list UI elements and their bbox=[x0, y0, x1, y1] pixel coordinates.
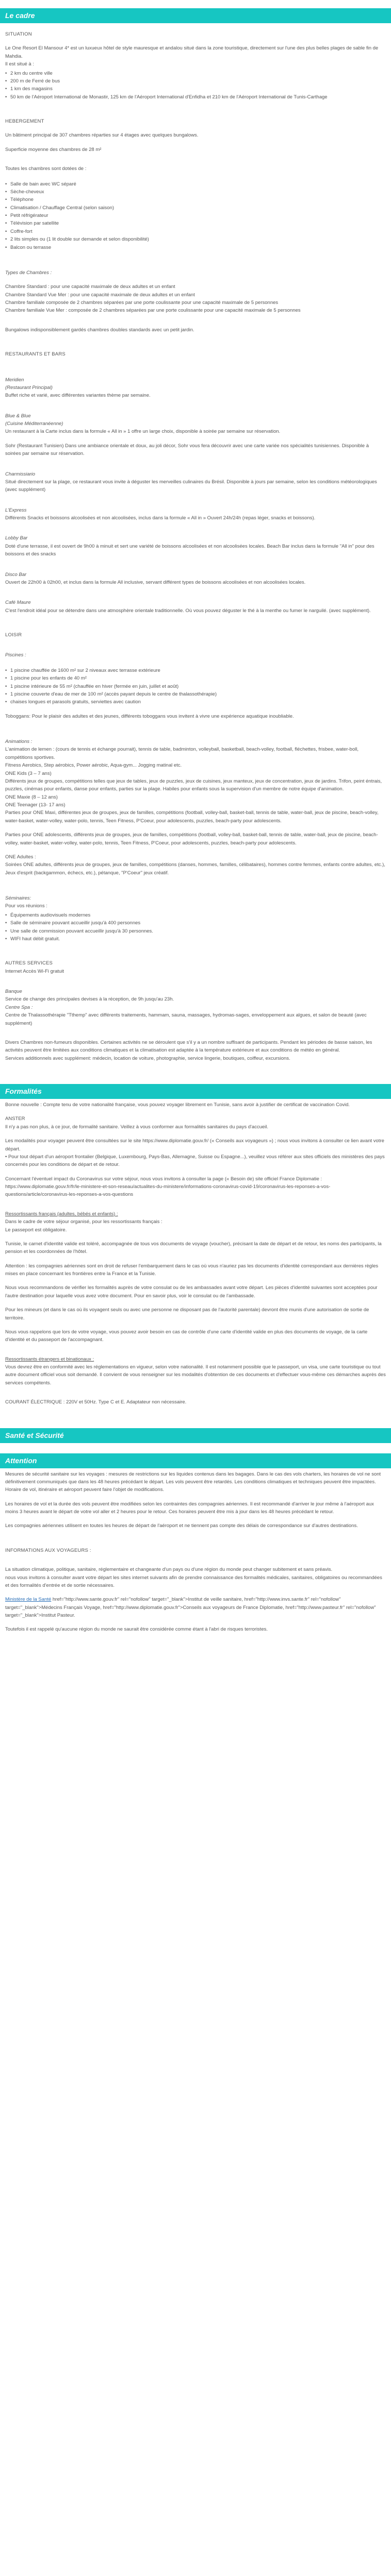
seminaires-list bbox=[5, 911, 386, 943]
cadre-section bbox=[0, 23, 391, 1063]
section-header-sante: Santé et Sécurité bbox=[0, 1428, 391, 1443]
resto-block bbox=[5, 412, 386, 436]
list-item: • Une salle de commission pouvant accueillir jusqu'à 30 personnes. bbox=[5, 927, 386, 935]
situation-list bbox=[5, 70, 386, 101]
list-item: • Coffre-fort bbox=[5, 228, 386, 235]
section-header-cadre: Le cadre bbox=[0, 8, 391, 23]
resto-text: Sohr (Restaurant Tunisien) Dans une ambiance orientale et doux, au joli décor, Sohr vous fera découvrir avec une carte variée nos spécialités tunisiennes. Disponible à soirées par semaine sur réservation. bbox=[5, 443, 369, 457]
resto-text: Ouvert de 22h00 à 02h00, et inclus dans la formule All inclusive, servant différent types de boissons alcoolisées et non alcoolisées locales. bbox=[5, 579, 306, 585]
pour-info-text: • Pour tout départ d'un aéroport frontalier (Belgique, Luxembourg, Pays-Bas, Allemagne, Suisse ou Espagne...), veuillez vous référer aux sites officiels des ministères des pays concernés pour les conditions de départ et de retour. bbox=[5, 1154, 385, 1168]
list-item: • 1 piscine intérieure de 55 m² (chauffée en hiver (fermée en juin, juillet et août) bbox=[5, 683, 386, 690]
attention-item: Les compagnies aériennes utilisent en toutes les heures de départ de l'aéroport et ne tiennent pas compte des délais de correspondance sur d'autres destinations. bbox=[5, 1523, 358, 1529]
resto-name: Charmissiario bbox=[5, 471, 36, 477]
seminaires-text: Pour vos réunions : bbox=[5, 903, 47, 909]
formalites-intro: Bonne nouvelle : Compte tenu de votre nationalité française, vous pouvez voyager librement en Tunisie, sans avoir à justifier de certificat de vaccination Covid. bbox=[5, 1102, 350, 1108]
seminaires-title: Séminaires: bbox=[5, 895, 31, 901]
equip-intro: Toutes les chambres sont dotées de : bbox=[5, 166, 87, 172]
footnote-text: Toutefois il est rappelé qu'aucune région du monde ne saurait être considérée comme étant à l'abri de risques terroristes. bbox=[5, 1626, 268, 1633]
resto-name: Lobby Bar bbox=[5, 535, 28, 541]
resto-block bbox=[5, 376, 386, 400]
resto-title: RESTAURANTS ET BARS bbox=[5, 351, 66, 358]
banque-title: Banque bbox=[5, 989, 22, 994]
hebergement-title: HEBERGEMENT bbox=[5, 118, 44, 124]
situation-intro: Il est situé à : bbox=[5, 61, 34, 67]
animations-title: Animations : bbox=[5, 739, 32, 744]
ressort-text: Dans le cadre de votre séjour organisé, pour les ressortissants français : bbox=[5, 1219, 162, 1225]
resto-text: C'est l'endroit idéal pour se détendre dans une atmosphère orientale traditionnelle. Où vous pouvez déguster le thé à la menthe ou fumer le narguilé. (avec supplément). bbox=[5, 607, 371, 614]
list-item: • Télévision par satellite bbox=[5, 219, 386, 227]
list-item: • 2 lits simples ou (1 lit double sur demande et selon disponibilité) bbox=[5, 235, 386, 243]
bungalows-text: Bungalows indisponsiblement gardés chambres doubles standards avec un petit jardin. bbox=[5, 327, 194, 333]
oneadults-text: Soirées ONE adultes, différents jeux de groupes, jeux de familles, compétitions (danses, hommes, familles, célibataires), hommes contre femmes, enfants contre adultes, etc.), Jeux d'esprit (backgammon, échecs, etc.), pétanque, "P'Coeur" jeux créatif. bbox=[5, 862, 385, 876]
resto-name: L'Express bbox=[5, 507, 27, 513]
situation-text: Le One Resort El Mansour 4* est un luxueux hôtel de style mauresque et andalou situé dans la zone touristique, directement sur l'une des plus belles plages de sable fin de Mahdia. bbox=[5, 45, 379, 59]
situation-title: SITUATION bbox=[5, 31, 32, 37]
resto-name: Meridien bbox=[5, 377, 24, 383]
spa-title: Centre Spa : bbox=[5, 1004, 33, 1010]
attention-item: Les horaires de vol et la durée des vols peuvent être modifiées selon les contraintes des compagnies aériennes. Il est recommandé d'arriver le jour même à l'aéroport aux moins 3 heures avant le départ de votre vol aller et 2 heures pour le retour. Ces horaires peuvent être mis à jour dans les 48 heures précédant le retour. bbox=[5, 1501, 374, 1515]
resto-block bbox=[5, 534, 386, 558]
ressort-title: Ressortissants français (adultes, bébés et enfants) : bbox=[5, 1211, 118, 1217]
attention-item: Mesures de sécurité sanitaire sur les voyages : mesures de restrictions sur les liquides contenus dans les bagages. Dans le cas des vols charters, les horaires de vol ne sont définitivement communiqués que dans les 48 heures précédant le départ. Les vols peuvent être retardés. Les conditions climatiques et techniques peuvent être impactées. Horaire de vol, itinéraire et aéroport peuvent faire l'objet de modifications. bbox=[5, 1471, 381, 1493]
onekids-text: Différents jeux de groupes, compétitions telles que jeux de tables, jeux de puzzles, jeux de cuisines, jeux manteux, jeux de concentration, jeux de jardins. Trifon, peint éntrais, puzzles, cinémas pour enfants, danse pour enfants, parties sur la plage. Habiles pour enfants sous la supervision d'un membre de notre équipe d'animation. bbox=[5, 778, 382, 792]
resto-block bbox=[5, 506, 386, 522]
banque-text: Service de change des principales devises à la réception, de 9h jusqu'au 23h. bbox=[5, 996, 174, 1003]
loisir-title: LOISIR bbox=[5, 632, 22, 638]
types-item: Chambre familiale composée de 2 chambres séparées par une porte coulissante pour une capacité maximale de 5 personnes bbox=[5, 300, 279, 306]
autres-title: AUTRES SERVICES bbox=[5, 960, 53, 967]
resto-name: Disco Bar bbox=[5, 571, 27, 578]
list-item: • 2 km du centre ville bbox=[5, 70, 386, 77]
formalites-text: Les modalités pour voyager peuvent être consultées sur le site https://www.diplomatie.gouv.fr/ (« Conseils aux voyageurs ») ; nous vous invitons à consulter ce lien avant votre départ. bbox=[5, 1138, 384, 1152]
covid-text: Concernant l'éventuel impact du Coronavirus sur votre séjour, nous vous invitons à consulter la page (« Besoin de) site officiel France Diplomatie : https://www.diplomatie.gouv.fr/fr/le-ministere-et-son-reseau/actualites-du-ministere/informations-coronavirus-covid-19/coronavirus-les-reponses-a-vos-questions/article/coronavirus-les-reponses-a-vos-questions bbox=[5, 1176, 331, 1198]
teens-text: Parties pour ONE adolescents, différents jeux de groupes, jeux de familles, compétitions (football, volley-ball, basket-ball, tennis de table, water-ball, jeux de piscine, beach-volley, water-basket, water-volley, water-polo, tennis, Teen Fitness, P'Coeur, pour adolescents, puzzles, beach-party pour adolescents. bbox=[5, 832, 378, 846]
spa-text: Centre de Thalassothérapie "Tthemp" avec différents traitements, hammam, sauna, massages, hydromas-sages, enveloppement aux algues, et salon de beauté (avec supplément) bbox=[5, 1012, 367, 1026]
formalites-section bbox=[0, 1099, 391, 1408]
list-item: • 1 piscine pour les enfants de 40 m² bbox=[5, 674, 386, 682]
info-text: La situation climatique, politique, sanitaire, réglementaire et changeante d'un pays ou d'une région du monde peut changer subitement et sans préavis. bbox=[5, 1567, 333, 1573]
anster-text: Il n'y a pas non plus, à ce jour, de formalité sanitaire. Veillez à vous conformer aux formalités sanitaires du pays d'accueil. bbox=[5, 1124, 269, 1130]
list-item: • 1 piscine couverte d'eau de mer de 100 m² (accès payant depuis le centre de thalassothérapie) bbox=[5, 690, 386, 698]
list-item: • Salle de séminaire pouvant accueillir jusqu'à 400 personnes bbox=[5, 919, 386, 927]
list-item: • WIFI haut débit gratuit. bbox=[5, 935, 386, 943]
list-item: • Climatisation / Chauffage Central (selon saison) bbox=[5, 204, 386, 212]
list-item: • chaises longues et parasols gratuits, serviettes avec caution bbox=[5, 698, 386, 706]
resto-block bbox=[5, 442, 386, 458]
oneadults-title: ONE Adultes : bbox=[5, 854, 36, 860]
animations-text: L'animation de lemen : (cours de tennis et échange pourrait), tennis de table, badminton, volleyball, basketball, beach-volley, football, fléchettes, frisbee, water-boll, compétitions sportives. bbox=[5, 747, 359, 760]
ministere-links bbox=[5, 1596, 386, 1619]
resto-text: Buffet riche et varié, avec différentes variantes thème par semaine. bbox=[5, 393, 151, 399]
resto-block bbox=[5, 470, 386, 494]
ministere-links-text: href="http://www.sante.gouv.fr" rel="nofollow" target="_blank">Institut de veille sanitaire, href="http://www.invs.sante.fr" rel="nofollow" target="_blank">Médecins Français Voyage, href="http://www.diplomatie.gouv.fr">Conseils aux voyageurs de France Diplomatie, href="http://www.pasteur.fr" rel="nofollow" target="_blank">Institut Pasteur. bbox=[5, 1597, 376, 1618]
ressort-item: Le passeport est obligatoire. bbox=[5, 1227, 67, 1233]
info-title: INFORMATIONS AUX VOYAGEURS : bbox=[5, 1547, 91, 1553]
resto-block bbox=[5, 599, 386, 615]
onemaxi-text: Parties pour ONE Maxi, différentes jeux de groupes, jeux de familles, compétitions (football, volley-ball, basket-ball, tennis de table, water-ball, jeux de piscine, beach-volley, water-basket, water-volley, water-polo, tennis, Teen Fitness, P'Coeur, pour adolescents, puzzles, beach-party pour adolescents. bbox=[5, 810, 379, 824]
resto-text: Doté d'une terrasse, il est ouvert de 9h00 à minuit et sert une variété de boissons alcoolisées et non alcoolisées locales. Beach Bar inclus dans la formule "All in" pour des boissons et des snacks bbox=[5, 543, 374, 557]
hebergement-text: Un bâtiment principal de 307 chambres réparties sur 4 étages avec quelques bungalows. bbox=[5, 132, 199, 139]
list-item: • 50 km de l'Aéroport International de Monastir, 125 km de l'Aéroport International d'Enfidha et 210 km de l'Aéroport International de Tunis-Carthage bbox=[5, 93, 386, 101]
list-item: • Téléphone bbox=[5, 196, 386, 204]
types-item: Chambre familiale Vue Mer : composée de 2 chambres séparées par une porte coulissante pour une capacité maximale de 5 personnes bbox=[5, 308, 301, 314]
resto-text: Situé directement sur la plage, ce restaurant vous invite à déguster les merveilles culinaires du Brésil. Disponible à jours par semaine, selon les conditions météorologiques (avec supplément) bbox=[5, 479, 377, 493]
ministere-link[interactable]: Ministère de la Santé bbox=[5, 1597, 52, 1603]
toboggans-text: Toboggans: Pour le plaisir des adultes et des jeunes, différents toboggans vous invitent à vivre une expérience aquatique inoubliable. bbox=[5, 713, 294, 719]
equip-list bbox=[5, 180, 386, 251]
onekids-title: ONE Kids (3 – 7 ans) bbox=[5, 770, 52, 776]
list-item: • Petit réfrigérateur bbox=[5, 212, 386, 219]
onemaxi-title: ONE Maxie (8 – 12 ans) bbox=[5, 794, 58, 800]
tunisie-text: Tunisie, le carnet d'identité valide est toléré, accompagnée de tous vos documents de voyage (voucher), précisant la date de départ et de retour, les noms des participants, la pension et les coordonnées de l'hôtel. bbox=[5, 1241, 382, 1255]
resto-name: Blue & Blue bbox=[5, 413, 31, 419]
section-header-attention: Attention bbox=[0, 1453, 391, 1468]
oneteen-title: ONE Teenager (13- 17 ans) bbox=[5, 802, 66, 808]
section-header-formalites: Formalités bbox=[0, 1084, 391, 1099]
fitness-text: Fitness Aerobics, Step aérobics, Power aérobic, Aqua-gym... Jogging matinal etc. bbox=[5, 762, 182, 769]
list-item: • 1 piscine chauffée de 1600 m² sur 2 niveaux avec terrasse extérieure bbox=[5, 667, 386, 674]
list-item: • Salle de bain avec WC séparé bbox=[5, 180, 386, 188]
attention-text: Attention : les compagnies aériennes sont en droit de refuser l'embarquement dans le cas où vous n'auriez pas les documents d'identité correspondant aux dernières règles mises en place concernant les frontières entre la France et la Tunisie. bbox=[5, 1263, 379, 1277]
resto-sub: (Cuisine Méditerranéenne) bbox=[5, 421, 63, 427]
autres-formalites-text: Nous vous recommandons de vérifier les formalités auprès de votre consulat ou de les ambassades avant votre départ. Les pièces d'identité suivantes sont acceptées pour l'autre destination pour laquelle vous avez votre document. Pour en savoir plus, voir le consulat ou de l'ambassade. bbox=[5, 1285, 378, 1299]
accomp-text: Nous vous rappelons que lors de votre voyage, vous pouvez avoir besoin en cas de contrôle d'une carte d'identité valide en plus des documents de voyage, de la carte d'identité et du passeport de l'accompagnant. bbox=[5, 1329, 368, 1343]
resto-text: Différents Snacks et boissons alcoolisées et non alcoolisées, inclus dans la formule « All in » Ouvert 24h/24h (repas léger, snacks et boissons). bbox=[5, 515, 316, 521]
attention-section bbox=[0, 1468, 391, 1635]
ressort2-title: Ressortissants étrangers et binationaux : bbox=[5, 1356, 94, 1362]
hebergement-surface: Superficie moyenne des chambres de 28 m² bbox=[5, 146, 102, 152]
mineurs-text: Pour les mineurs (et dans le cas où ils voyagent seuls ou avec une personne ne disposant pas de l'autorité parentale) devront être munis d'une autorisation de sortie de territoire. bbox=[5, 1307, 369, 1321]
page bbox=[0, 8, 391, 1635]
autres-text: Internet Accès Wi-Fi gratuit bbox=[5, 968, 64, 974]
list-item: • Équipements audiovisuels modernes bbox=[5, 911, 386, 919]
resto-text: Un restaurant à la Carte inclus dans la formule « All in » 1 offre un large choix, disponible à soirée par semaine sur réservation. bbox=[5, 429, 281, 435]
ressort2-text: Vous devrez être en conformité avec les réglementations en vigueur, selon votre nationalité. Il est notamment possible que le passeport, un visa, une carte touristique ou tout autre document officiel vous soit demandé. Il convient de vous renseigner sur les modalités d'obtention de ces documents et d'effectuer vous-même ces démarches auprès des services compétents. bbox=[5, 1364, 386, 1386]
types-title: Types de Chambres : bbox=[5, 269, 52, 276]
resto-block bbox=[5, 571, 386, 587]
divers-text-2: Services additionnels avec supplément: médecin, location de voiture, photographie, service lingerie, boutiques, coiffeur, excursions. bbox=[5, 1055, 290, 1061]
list-item: • Sèche-cheveux bbox=[5, 188, 386, 196]
list-item: • Balcon ou terrasse bbox=[5, 244, 386, 251]
piscines-title: Piscines : bbox=[5, 652, 26, 658]
list-item: • 1 km des magasins bbox=[5, 85, 386, 93]
types-item: Chambre Standard : pour une capacité maximale de deux adultes et un enfant bbox=[5, 284, 175, 290]
courant-text: COURANT ÉLECTRIQUE : 220V et 50Hz. Type C et E. Adaptateur non nécessaire. bbox=[5, 1399, 187, 1405]
piscines-list bbox=[5, 667, 386, 706]
resto-name: Café Maure bbox=[5, 600, 31, 606]
sante-section bbox=[0, 1443, 391, 1446]
resto-sub: (Restaurant Principal) bbox=[5, 384, 53, 391]
types-item: Chambre Standard Vue Mer : pour une capacité maximale de deux adultes et un enfant bbox=[5, 292, 195, 298]
list-item: • 200 m de Ferré de bus bbox=[5, 77, 386, 85]
anster-title: ANSTER bbox=[5, 1116, 25, 1122]
info-text-2: nous vous invitons à consulter avant votre départ les sites internet suivants afin de prendre connaissance des formalités médicales, sanitaires, obligatoires ou recommandées et des formalités d'entrée et de sortie nécessaires. bbox=[5, 1574, 382, 1588]
divers-text: Divers Chambres non-fumeurs disponibles. Certaines activités ne se déroulent que s'il y a un nombre suffisant de participants. Pendant les périodes de basse saison, les activités peuvent être limitées aux conditions climatiques et la climatisation est adaptée à la température extérieure et aux conditions de météo en général. bbox=[5, 1039, 372, 1054]
